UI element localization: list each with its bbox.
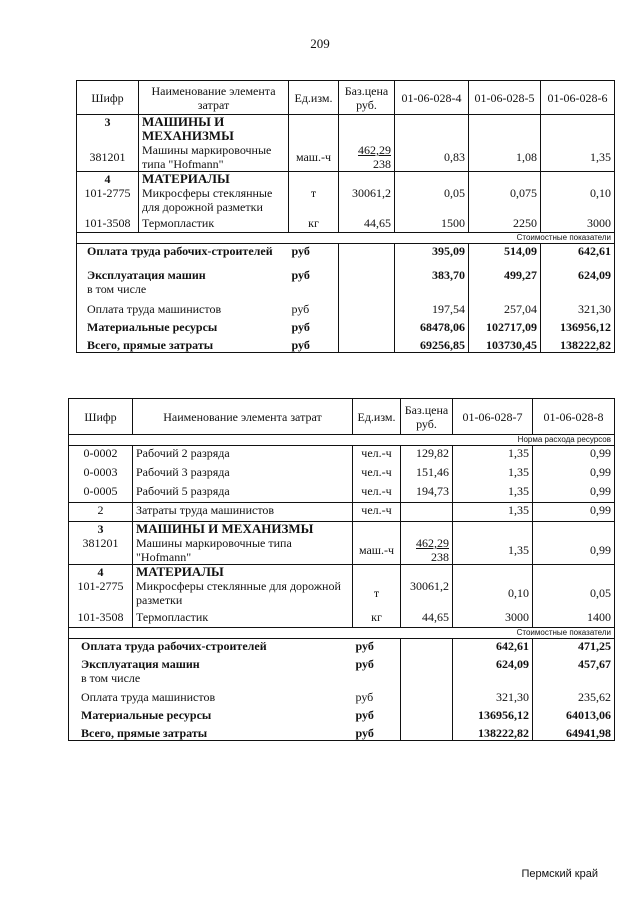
table-row <box>69 536 615 565</box>
table-row <box>77 214 615 232</box>
summary-unit: руб <box>291 267 310 282</box>
row-price: 151,46 <box>401 465 453 484</box>
row-value: 1500 <box>395 214 469 232</box>
row-name: Термопластик <box>133 607 353 627</box>
summary-value: 103730,45 <box>469 338 541 353</box>
row-code: 101-2775 <box>77 186 139 214</box>
summary-row <box>69 726 615 741</box>
summary-unit: руб <box>355 707 374 722</box>
row-value: 1,35 <box>453 446 533 465</box>
row-value: 1400 <box>533 607 615 627</box>
row-price <box>401 536 453 565</box>
row-name: Микросферы стеклянные для дорожной разметки <box>139 186 289 214</box>
summary-name: Оплата труда машинистов <box>81 689 216 704</box>
row-value: 1,35 <box>453 503 533 522</box>
row-value: 3000 <box>541 214 615 232</box>
row-unit: чел.-ч <box>353 484 401 503</box>
row-code: 4 <box>77 172 139 187</box>
header-col-4: 01-06-028-4 <box>395 81 469 115</box>
summary-value: 138222,82 <box>453 726 533 741</box>
row-value: 2250 <box>469 214 541 232</box>
page-number: 209 <box>310 36 330 51</box>
header-unit: Ед.изм. <box>353 399 401 435</box>
summary-value: 136956,12 <box>453 708 533 722</box>
separator-label: Стоимостные показатели <box>69 627 615 638</box>
summary-value: 235,62 <box>533 690 615 704</box>
header-price: Баз.цена руб. <box>339 81 395 115</box>
summary-row <box>77 282 615 296</box>
resource-table-2 <box>68 398 615 741</box>
section-separator <box>69 627 615 638</box>
table-row <box>69 503 615 522</box>
footer-region: Пермский край <box>521 868 598 880</box>
separator-label: Норма расхода ресурсов <box>69 435 615 446</box>
summary-unit: руб <box>291 301 310 316</box>
row-price-secondary: 238 <box>373 157 391 171</box>
table-row <box>77 186 615 214</box>
summary-row <box>69 657 615 671</box>
row-code: 101-3508 <box>77 214 139 232</box>
summary-name: Оплата труда машинистов <box>87 301 222 316</box>
row-price <box>339 143 395 172</box>
header-price: Баз.цена руб. <box>401 399 453 435</box>
row-code: 381201 <box>69 536 133 565</box>
row-value: 0,99 <box>533 484 615 503</box>
row-price-value: 462,29 <box>416 536 449 550</box>
summary-value: 68478,06 <box>395 320 469 334</box>
summary-unit: руб <box>355 725 374 740</box>
row-value: 0,10 <box>453 579 533 607</box>
section-separator <box>77 232 615 243</box>
summary-unit: руб <box>291 243 310 258</box>
row-price-value: 462,29 <box>358 143 391 157</box>
row-code: 0-0005 <box>69 484 133 503</box>
summary-unit: руб <box>291 319 310 334</box>
row-price: 44,65 <box>401 607 453 627</box>
row-price: 129,82 <box>401 446 453 465</box>
table-row <box>77 143 615 172</box>
summary-row <box>77 268 615 282</box>
summary-row <box>69 638 615 653</box>
row-unit: чел.-ч <box>353 503 401 522</box>
row-value: 0,10 <box>541 186 615 214</box>
summary-name: Всего, прямые затраты <box>81 725 208 740</box>
row-name: МАШИНЫ И МЕХАНИЗМЫ <box>133 522 353 537</box>
row-name: Машины маркировочные типа "Hofmann" <box>133 536 353 565</box>
summary-name: Эксплуатация машин <box>87 267 206 282</box>
row-value: 3000 <box>453 607 533 627</box>
summary-row <box>77 243 615 258</box>
summary-row <box>69 708 615 722</box>
header-code: Шифр <box>77 81 139 115</box>
table-row <box>77 115 615 144</box>
table-row <box>69 565 615 580</box>
header-col-5: 01-06-028-5 <box>469 81 541 115</box>
header-code: Шифр <box>69 399 133 435</box>
row-code: 0-0003 <box>69 465 133 484</box>
row-name: Рабочий 5 разряда <box>133 484 353 503</box>
row-value: 0,99 <box>533 503 615 522</box>
row-unit: маш.-ч <box>353 536 401 565</box>
summary-value: 64013,06 <box>533 708 615 722</box>
row-code: 2 <box>69 503 133 522</box>
summary-sub: в том числе <box>81 670 141 685</box>
row-unit: чел.-ч <box>353 465 401 484</box>
summary-value: 321,30 <box>541 302 615 316</box>
summary-value: 69256,85 <box>395 338 469 353</box>
row-price: 44,65 <box>339 214 395 232</box>
row-name: Машины маркировочные типа "Hofmann" <box>139 143 289 172</box>
section-separator <box>69 435 615 446</box>
table-row <box>69 465 615 484</box>
summary-name: Оплата труда рабочих-строителей <box>87 243 273 258</box>
row-unit: чел.-ч <box>353 446 401 465</box>
row-price-secondary: 238 <box>431 550 449 564</box>
row-name: Рабочий 3 разряда <box>133 465 353 484</box>
row-value: 0,05 <box>533 579 615 607</box>
table-row <box>69 607 615 627</box>
summary-sub: в том числе <box>87 281 147 296</box>
header-name: Наименование элемента затрат <box>139 81 289 115</box>
summary-value: 395,09 <box>395 243 469 258</box>
summary-unit: руб <box>355 638 374 653</box>
row-value: 0,99 <box>533 536 615 565</box>
summary-value: 457,67 <box>533 657 615 671</box>
row-value: 1,35 <box>453 536 533 565</box>
table-header-row <box>69 399 615 435</box>
summary-row <box>77 302 615 316</box>
row-unit: т <box>289 186 339 214</box>
row-code: 0-0002 <box>69 446 133 465</box>
row-unit: кг <box>353 607 401 627</box>
row-value: 1,35 <box>453 484 533 503</box>
row-price: 30061,2 <box>339 186 395 214</box>
table-header-row <box>77 81 615 115</box>
row-price: 194,73 <box>401 484 453 503</box>
summary-value: 197,54 <box>395 302 469 316</box>
row-value: 0,05 <box>395 186 469 214</box>
header-col-6: 01-06-028-6 <box>541 81 615 115</box>
summary-name: Материальные ресурсы <box>87 319 218 334</box>
row-name: Рабочий 2 разряда <box>133 446 353 465</box>
header-col-8: 01-06-028-8 <box>533 399 615 435</box>
header-unit: Ед.изм. <box>289 81 339 115</box>
summary-value: 321,30 <box>453 690 533 704</box>
row-code: 381201 <box>77 143 139 172</box>
header-col-7: 01-06-028-7 <box>453 399 533 435</box>
summary-row <box>77 320 615 334</box>
summary-value: 471,25 <box>533 638 615 653</box>
summary-name: Оплата труда рабочих-строителей <box>81 638 267 653</box>
row-code: 101-3508 <box>69 607 133 627</box>
row-unit: т <box>353 579 401 607</box>
row-code: 3 <box>77 115 139 144</box>
summary-value: 138222,82 <box>541 338 615 353</box>
summary-row <box>69 671 615 685</box>
resource-table-1 <box>76 80 615 353</box>
row-value: 1,35 <box>541 143 615 172</box>
row-name: МАШИНЫ И МЕХАНИЗМЫ <box>139 115 289 144</box>
table-row <box>77 172 615 187</box>
summary-value: 642,61 <box>541 243 615 258</box>
table-row <box>69 579 615 607</box>
summary-value: 642,61 <box>453 638 533 653</box>
summary-row <box>77 338 615 353</box>
summary-unit: руб <box>355 656 374 671</box>
separator-label: Стоимостные показатели <box>77 232 615 243</box>
summary-name: Эксплуатация машин <box>81 656 200 671</box>
row-price: 30061,2 <box>401 579 453 607</box>
row-value: 0,075 <box>469 186 541 214</box>
row-code: 4 <box>69 565 133 580</box>
summary-unit: руб <box>355 689 374 704</box>
summary-value: 514,09 <box>469 243 541 258</box>
table-row <box>69 484 615 503</box>
header-name: Наименование элемента затрат <box>133 399 353 435</box>
row-value: 0,83 <box>395 143 469 172</box>
row-name: Затраты труда машинистов <box>133 503 353 522</box>
row-value: 0,99 <box>533 446 615 465</box>
summary-name: Материальные ресурсы <box>81 707 212 722</box>
row-value: 1,08 <box>469 143 541 172</box>
summary-value: 383,70 <box>395 268 469 282</box>
summary-value: 136956,12 <box>541 320 615 334</box>
summary-value: 257,04 <box>469 302 541 316</box>
row-value: 0,99 <box>533 465 615 484</box>
summary-name: Всего, прямые затраты <box>87 337 214 352</box>
row-name: МАТЕРИАЛЫ <box>133 565 353 580</box>
row-name: Микросферы стеклянные для дорожной разметки <box>133 579 353 607</box>
row-code: 101-2775 <box>69 579 133 607</box>
table-row <box>69 522 615 537</box>
summary-value: 624,09 <box>453 657 533 671</box>
table-row <box>69 446 615 465</box>
summary-row <box>69 690 615 704</box>
summary-value: 624,09 <box>541 268 615 282</box>
row-value: 1,35 <box>453 465 533 484</box>
row-code: 3 <box>69 522 133 537</box>
summary-value: 102717,09 <box>469 320 541 334</box>
summary-value: 64941,98 <box>533 726 615 741</box>
row-name: Термопластик <box>139 214 289 232</box>
summary-value: 499,27 <box>469 268 541 282</box>
row-unit: маш.-ч <box>289 143 339 172</box>
row-unit: кг <box>289 214 339 232</box>
row-name: МАТЕРИАЛЫ <box>139 172 289 187</box>
summary-unit: руб <box>291 337 310 352</box>
